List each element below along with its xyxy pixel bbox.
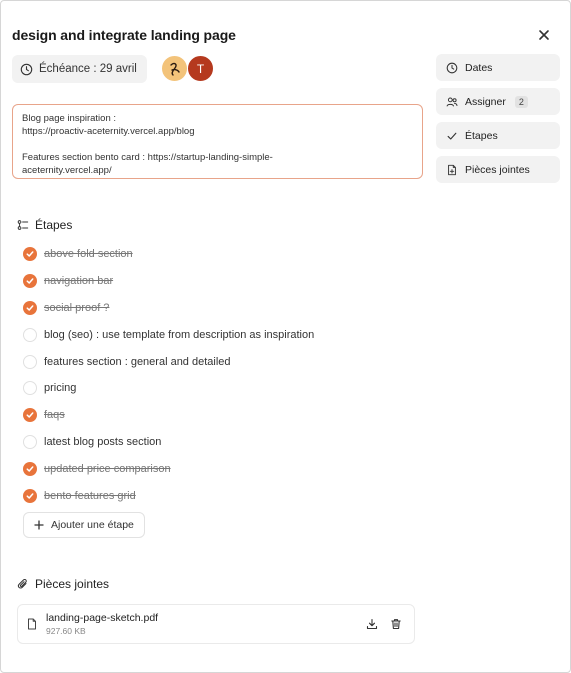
clock-icon (446, 62, 458, 74)
clock-icon (20, 63, 33, 76)
action-sidebar (436, 54, 560, 183)
step-checkbox-checked[interactable] (23, 247, 37, 261)
step-label: updated price comparison (44, 462, 171, 475)
step-label: navigation bar (44, 275, 114, 288)
checkmark-icon (26, 277, 34, 285)
attachments-label: Pièces jointes (465, 163, 530, 176)
steps-heading: Étapes (35, 218, 73, 232)
step-checkbox[interactable] (23, 328, 37, 342)
checkmark-icon (26, 304, 34, 312)
step-item[interactable] (23, 482, 314, 509)
step-checkbox[interactable] (23, 355, 37, 369)
attachment-actions (366, 618, 402, 630)
step-checkbox-checked[interactable] (23, 408, 37, 422)
checkmark-icon (26, 465, 34, 473)
dates-label: Dates (465, 61, 493, 74)
step-item[interactable] (23, 241, 314, 268)
attachment-size: 927.60 KB (46, 626, 86, 636)
step-item[interactable] (23, 295, 314, 322)
attachment-name: landing-page-sketch.pdf (46, 612, 159, 624)
steps-section-header (17, 218, 72, 232)
step-checkbox-checked[interactable] (23, 462, 37, 476)
file-icon (26, 618, 38, 630)
step-item[interactable] (23, 455, 314, 482)
task-title[interactable]: design and integrate landing page (12, 27, 236, 43)
add-step-label: Ajouter une étape (51, 519, 134, 531)
steps-button[interactable] (436, 122, 560, 149)
due-date-label: Échéance : 29 avril (39, 63, 137, 75)
checkmark-icon (26, 492, 34, 500)
step-checkbox-checked[interactable] (23, 274, 37, 288)
step-label: bento features grid (44, 489, 136, 502)
step-label: features section : general and detailed (44, 355, 231, 368)
assign-label: Assigner (465, 95, 506, 108)
avatar[interactable] (161, 55, 188, 82)
step-label: pricing (44, 382, 77, 395)
step-label: blog (seo) : use template from description as inspiration (44, 328, 315, 341)
step-checkbox[interactable] (23, 435, 37, 449)
step-label: faqs (44, 409, 65, 422)
description-field[interactable]: Blog page inspiration : https://proactiv-aceternity.vercel.app/blog Features section bento card : https://startup-landing-simple- aceternity.vercel.app/ (12, 104, 423, 179)
step-item[interactable] (23, 321, 314, 348)
plus-icon (34, 520, 44, 530)
step-label: social proof ? (44, 301, 110, 314)
step-item[interactable] (23, 348, 314, 375)
users-icon (446, 96, 458, 108)
file-plus-icon (446, 164, 458, 176)
due-date-badge[interactable] (12, 55, 147, 83)
download-icon[interactable] (366, 618, 378, 630)
step-item[interactable] (23, 429, 314, 456)
step-checkbox-checked[interactable] (23, 301, 37, 315)
step-label: latest blog posts section (44, 435, 162, 448)
steps-list (23, 241, 314, 509)
trash-icon[interactable] (390, 618, 402, 630)
dates-button[interactable] (436, 54, 560, 81)
attachments-section-header (17, 577, 109, 591)
paperclip-icon (17, 578, 29, 590)
step-checkbox-checked[interactable] (23, 489, 37, 503)
check-icon (446, 130, 458, 142)
attachment-info (46, 612, 366, 636)
attachments-heading: Pièces jointes (35, 577, 110, 591)
step-label: above fold section (44, 248, 133, 261)
step-item[interactable] (23, 375, 314, 402)
assign-button[interactable] (436, 88, 560, 115)
assign-count-badge: 2 (515, 96, 528, 108)
add-step-button[interactable] (23, 512, 145, 538)
steps-label: Étapes (465, 129, 498, 142)
signature-avatar-icon (166, 60, 184, 78)
checkmark-icon (26, 250, 34, 258)
avatar[interactable]: T (187, 55, 214, 82)
attachment-item[interactable] (17, 604, 415, 644)
close-icon[interactable] (536, 27, 552, 43)
checkmark-icon (26, 411, 34, 419)
assignee-avatars (161, 55, 214, 82)
step-item[interactable] (23, 268, 314, 295)
step-checkbox[interactable] (23, 381, 37, 395)
steps-list-icon (17, 219, 29, 231)
attachments-button[interactable] (436, 156, 560, 183)
step-item[interactable] (23, 402, 314, 429)
